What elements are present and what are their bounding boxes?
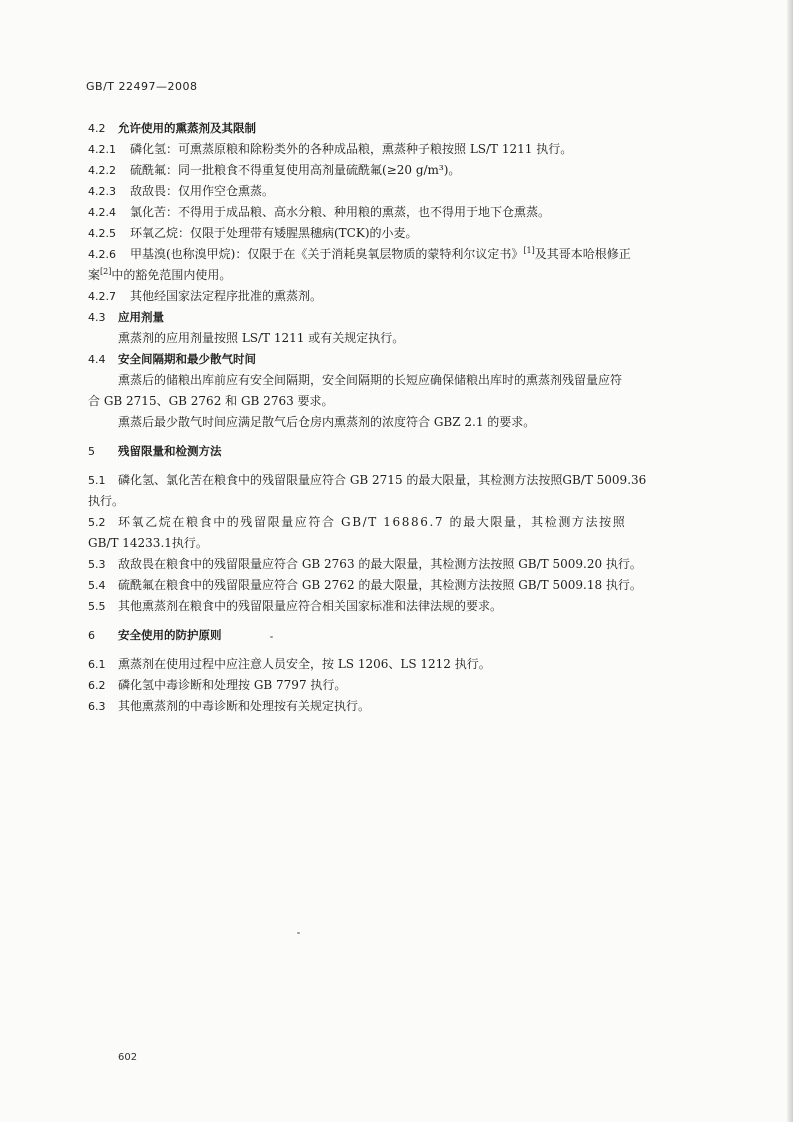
clause-5-1-continued: 执行。 bbox=[88, 494, 125, 508]
clause-5-2-continued: GB/T 14233.1执行。 bbox=[88, 536, 208, 550]
scan-speck bbox=[297, 932, 300, 934]
document-body bbox=[88, 118, 728, 717]
section-4-3-heading: 4.3 应用剂量 bbox=[88, 310, 164, 324]
clause-5-5: 5.5 其他熏蒸剂在粮食中的残留限量应符合相关国家标准和法律法规的要求。 bbox=[88, 599, 503, 613]
citation-2: [2] bbox=[100, 267, 112, 276]
clause-4-2-7: 4.2.7 其他经国家法定程序批准的熏蒸剂。 bbox=[88, 289, 323, 303]
section-4-2-heading: 4.2 允许使用的熏蒸剂及其限制 bbox=[88, 121, 256, 135]
section-title: 允许使用的熏蒸剂及其限制 bbox=[118, 121, 256, 135]
clause-4-2-4: 4.2.4 氯化苦：不得用于成品粮、高水分粮、种用粮的熏蒸，也不得用于地下仓熏蒸。 bbox=[88, 205, 551, 219]
section-title: 残留限量和检测方法 bbox=[118, 444, 222, 458]
section-5-heading: 5 残留限量和检测方法 bbox=[88, 444, 222, 458]
section-title: 应用剂量 bbox=[118, 310, 164, 324]
section-title: 安全间隔期和最少散气时间 bbox=[118, 352, 256, 366]
clause-4-2-6-continued: 案[2]中的豁免范围内使用。 bbox=[88, 267, 232, 282]
scan-speck bbox=[270, 636, 273, 638]
clause-4-2-2: 4.2.2 硫酰氟：同一批粮食不得重复使用高剂量硫酰氟(≥20 g/m³)。 bbox=[88, 163, 461, 177]
clause-6-1: 6.1 熏蒸剂在使用过程中应注意人员安全，按 LS 1206、LS 1212 执行。 bbox=[88, 657, 491, 671]
clause-6-3: 6.3 其他熏蒸剂的中毒诊断和处理按有关规定执行。 bbox=[88, 699, 371, 713]
section-4-3-text: 熏蒸剂的应用剂量按照 LS/T 1211 或有关规定执行。 bbox=[118, 331, 405, 345]
clause-5-1: 5.1 磷化氢、氯化苦在粮食中的残留限量应符合 GB 2715 的最大限量，其检测方法按照GB/T 5009.36 bbox=[88, 473, 647, 487]
clause-4-2-3: 4.2.3 敌敌畏：仅用作空仓熏蒸。 bbox=[88, 184, 275, 198]
clause-5-3: 5.3 敌敌畏在粮食中的残留限量应符合 GB 2763 的最大限量，其检测方法按照 GB/T 5009.20 执行。 bbox=[88, 557, 642, 571]
clause-4-2-5: 4.2.5 环氧乙烷：仅限于处理带有矮腥黑穗病(TCK)的小麦。 bbox=[88, 226, 418, 240]
clause-5-4: 5.4 硫酰氟在粮食中的残留限量应符合 GB 2762 的最大限量，其检测方法按照 GB/T 5009.18 执行。 bbox=[88, 578, 642, 592]
section-6-heading: 6 安全使用的防护原则 bbox=[88, 628, 222, 642]
clause-5-2: 5.2 环氧乙烷在粮食中的残留限量应符合 GB/T 16886.7 的最大限量，其检测方法按照 bbox=[88, 515, 627, 529]
clause-6-2: 6.2 磷化氢中毒诊断和处理按 GB 7797 执行。 bbox=[88, 678, 347, 692]
section-title: 安全使用的防护原则 bbox=[118, 628, 222, 642]
section-4-4-heading: 4.4 安全间隔期和最少散气时间 bbox=[88, 352, 256, 366]
citation-1: [1] bbox=[523, 246, 535, 255]
section-4-4-para-2: 熏蒸后最少散气时间应满足散气后仓房内熏蒸剂的浓度符合 GBZ 2.1 的要求。 bbox=[118, 415, 536, 429]
section-4-4-para-1-continued: 合 GB 2715、GB 2762 和 GB 2763 要求。 bbox=[88, 394, 334, 408]
page-edge-shadow bbox=[787, 0, 793, 1122]
section-4-4-para-1: 熏蒸后的储粮出库前应有安全间隔期，安全间隔期的长短应确保储粮出库时的熏蒸剂残留量应符 bbox=[118, 373, 623, 387]
page-number: 602 bbox=[118, 1052, 138, 1063]
clause-4-2-1: 4.2.1 磷化氢：可熏蒸原粮和除粉类外的各种成品粮，熏蒸种子粮按照 LS/T 1211 执行。 bbox=[88, 142, 573, 156]
clause-4-2-6: 4.2.6 甲基溴(也称溴甲烷)：仅限于在《关于消耗臭氧层物质的蒙特利尔议定书》[1]及其哥本哈根修正 bbox=[88, 246, 631, 261]
standard-id-header: GB/T 22497—2008 bbox=[86, 80, 198, 93]
